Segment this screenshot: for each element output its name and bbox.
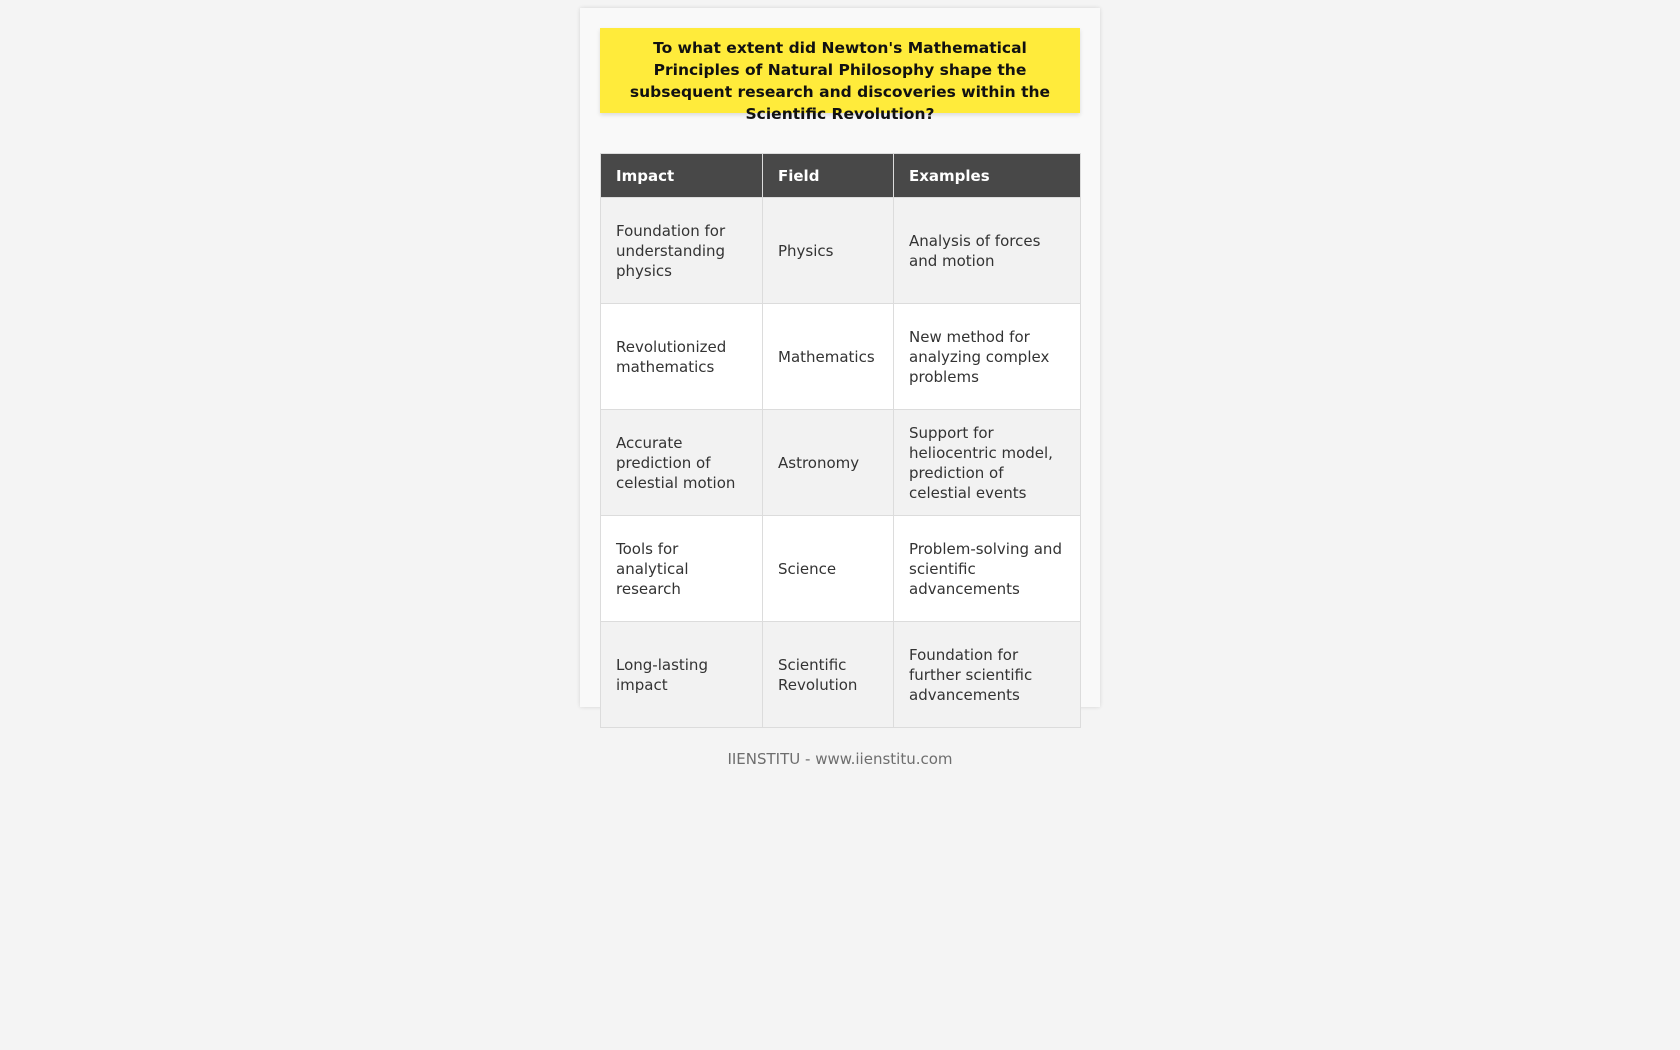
header-examples: Examples bbox=[894, 154, 1081, 198]
table-row bbox=[601, 304, 1081, 410]
header-field: Field bbox=[763, 154, 894, 198]
header-impact: Impact bbox=[601, 154, 763, 198]
table-row bbox=[601, 516, 1081, 622]
table-row bbox=[601, 198, 1081, 304]
cell-field: Astronomy bbox=[763, 410, 894, 516]
table-header-row bbox=[601, 154, 1081, 198]
cell-impact: Long-lasting impact bbox=[601, 622, 763, 728]
cell-field: Mathematics bbox=[763, 304, 894, 410]
cell-examples: New method for analyzing complex problems bbox=[894, 304, 1081, 410]
cell-field: Science bbox=[763, 516, 894, 622]
cell-impact: Revolutionized mathematics bbox=[601, 304, 763, 410]
cell-field: Physics bbox=[763, 198, 894, 304]
cell-impact: Accurate prediction of celestial motion bbox=[601, 410, 763, 516]
cell-impact: Tools for analytical research bbox=[601, 516, 763, 622]
table-row bbox=[601, 410, 1081, 516]
question-title: To what extent did Newton's Mathematical Principles of Natural Philosophy shape the subsequent research and discoveries within the Scientific Revolution? bbox=[600, 28, 1080, 113]
content-card bbox=[580, 8, 1100, 768]
cell-examples: Problem-solving and scientific advancements bbox=[894, 516, 1081, 622]
table-row bbox=[601, 622, 1081, 728]
cell-examples: Support for heliocentric model, prediction of celestial events bbox=[894, 410, 1081, 516]
cell-impact: Foundation for understanding physics bbox=[601, 198, 763, 304]
cell-examples: Analysis of forces and motion bbox=[894, 198, 1081, 304]
footer-credit: IIENSTITU - www.iienstitu.com bbox=[727, 750, 953, 768]
cell-field: Scientific Revolution bbox=[763, 622, 894, 728]
impact-table bbox=[600, 153, 1081, 728]
cell-examples: Foundation for further scientific advancements bbox=[894, 622, 1081, 728]
